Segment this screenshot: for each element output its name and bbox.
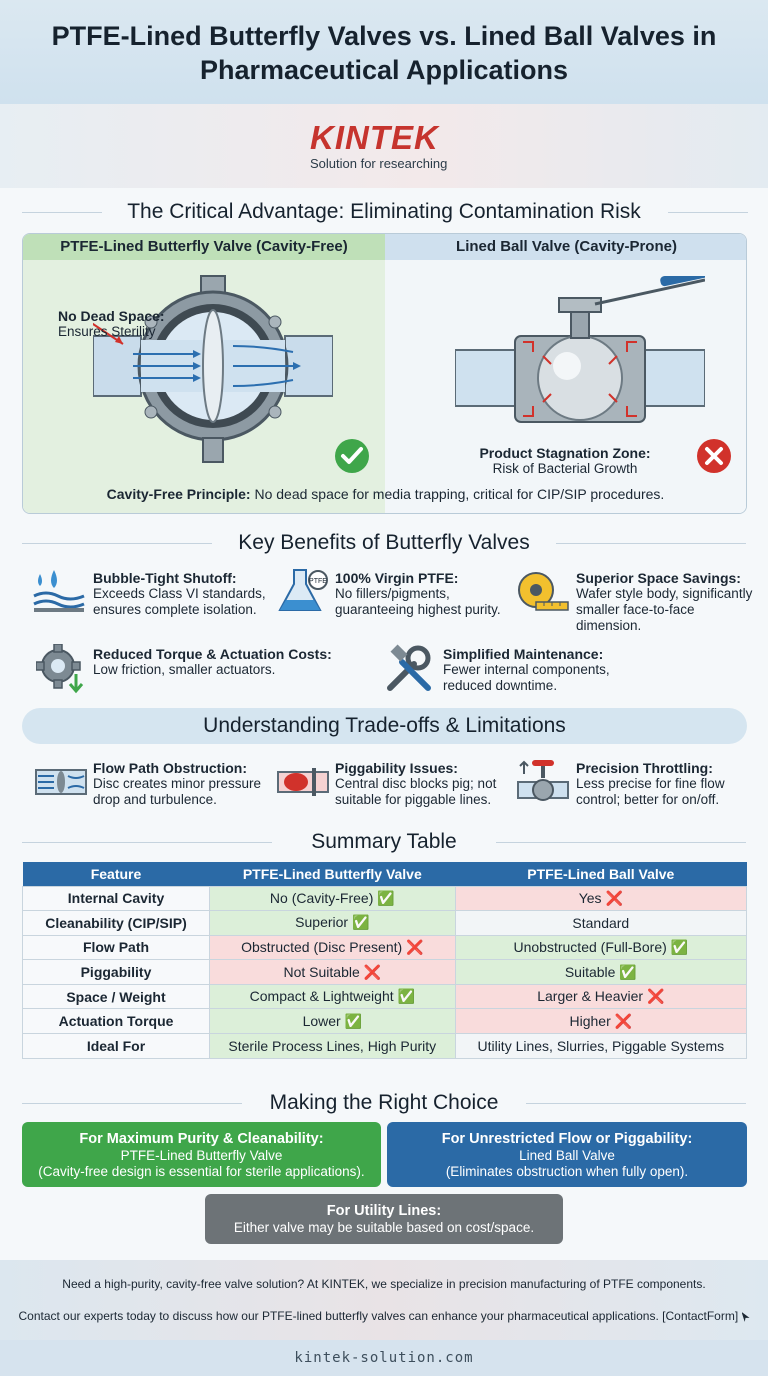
table-row: Cleanability (CIP/SIP) Superior ✅ Standard xyxy=(23,911,747,936)
tools-icon xyxy=(384,644,436,694)
table-row: Piggability Not Suitable ❌ Suitable ✅ xyxy=(23,960,747,985)
cursor-icon xyxy=(742,1312,750,1322)
table-header-ball: PTFE-Lined Ball Valve xyxy=(455,862,746,886)
butterfly-valve-illustration xyxy=(93,274,333,474)
flask-icon xyxy=(276,566,330,616)
checkmark-icon xyxy=(334,438,370,474)
benefit-reduced-torque: Reduced Torque & Actuation Costs: Low friction, smaller actuators. xyxy=(93,646,332,677)
cavity-free-principle: Cavity-Free Principle: No dead space for media trapping, critical for CIP/SIP procedures. xyxy=(106,486,665,502)
butterfly-heading: PTFE-Lined Butterfly Valve (Cavity-Free) xyxy=(23,234,385,260)
benefit-bubble-tight: Bubble-Tight Shutoff: Exceeds Class VI standards, ensures complete isolation. xyxy=(93,570,266,617)
benefit-space-savings: Superior Space Savings: Wafer style body, significantly smaller face-to-face dimension. xyxy=(576,570,753,633)
website-link[interactable]: kintek-solution.com xyxy=(0,1340,768,1376)
ball-heading: Lined Ball Valve (Cavity-Prone) xyxy=(385,234,747,260)
tradeoff-piggability: Piggability Issues: Central disc blocks pig; not suitable for piggable lines. xyxy=(335,760,497,807)
footer-line-1: Need a high-purity, cavity-free valve solution? At KINTEK, we specialize in precision manufacturing of PTFE components. xyxy=(62,1277,706,1291)
critical-section-title: The Critical Advantage: Eliminating Contamination Risk xyxy=(0,200,768,224)
page-header xyxy=(0,0,768,104)
table-row: Actuation Torque Lower ✅ Higher ❌ xyxy=(23,1009,747,1034)
table-row: Internal Cavity No (Cavity-Free) ✅ Yes ❌ xyxy=(23,886,747,911)
table-row: Space / Weight Compact & Lightweight ✅ Larger & Heavier ❌ xyxy=(23,984,747,1009)
benefit-maintenance: Simplified Maintenance: Fewer internal components, reduced downtime. xyxy=(443,646,610,693)
footer xyxy=(0,1260,768,1340)
table-row: Flow Path Obstructed (Disc Present) ❌ Unobstructed (Full-Bore) ✅ xyxy=(23,935,747,960)
table-row: Ideal For Sterile Process Lines, High Purity Utility Lines, Slurries, Piggable Systems xyxy=(23,1034,747,1059)
table-header-butterfly: PTFE-Lined Butterfly Valve xyxy=(210,862,456,886)
brand-logo xyxy=(310,120,470,180)
valve-comparison-panel xyxy=(22,233,747,514)
pig-block-icon xyxy=(276,764,330,800)
tape-measure-icon xyxy=(516,570,570,616)
cross-icon xyxy=(696,438,732,474)
summary-section-title: Summary Table xyxy=(0,830,768,854)
no-dead-space-callout: No Dead Space: Ensures Sterility xyxy=(58,308,165,339)
throttle-valve-icon xyxy=(516,758,570,806)
tradeoff-flow-obstruction: Flow Path Obstruction: Disc creates minor pressure drop and turbulence. xyxy=(93,760,262,807)
water-drop-icon xyxy=(32,568,86,614)
ball-valve-illustration xyxy=(455,276,705,426)
footer-line-2: Contact our experts today to discuss how our PTFE-lined butterfly valves can enhance your pharmaceutical applications. [ContactForm] xyxy=(0,1309,768,1323)
flow-obstruction-icon xyxy=(34,764,88,800)
brand-tagline: Solution for researching xyxy=(310,156,448,171)
ball-panel xyxy=(385,234,747,514)
utility-choice-card: For Utility Lines: Either valve may be suitable based on cost/space. xyxy=(205,1194,563,1244)
gear-wrench-icon xyxy=(36,644,86,694)
choice-section-title: Making the Right Choice xyxy=(0,1091,768,1115)
table-header-feature: Feature xyxy=(23,862,210,886)
summary-table xyxy=(22,862,747,1059)
benefits-section-title: Key Benefits of Butterfly Valves xyxy=(0,531,768,555)
svg-text:PTFE: PTFE xyxy=(309,578,327,585)
tradeoff-throttling: Precision Throttling: Less precise for fine flow control; better for on/off. xyxy=(576,760,725,807)
purity-choice-card: For Maximum Purity & Cleanability: PTFE-Lined Butterfly Valve (Cavity-free design is essential for sterile applications). xyxy=(22,1122,381,1187)
stagnation-zone-callout: Product Stagnation Zone: Risk of Bacterial Growth xyxy=(479,445,651,476)
tradeoffs-section-title: Understanding Trade-offs & Limitations xyxy=(22,708,747,744)
flow-choice-card: For Unrestricted Flow or Piggability: Lined Ball Valve (Eliminates obstruction when fully open). xyxy=(387,1122,747,1187)
brand-name: KINTEK xyxy=(310,119,439,156)
benefit-virgin-ptfe: 100% Virgin PTFE: No fillers/pigments, guaranteeing highest purity. xyxy=(335,570,501,617)
butterfly-panel xyxy=(23,234,385,514)
page-title: PTFE-Lined Butterfly Valves vs. Lined Ball Valves in Pharmaceutical Applications xyxy=(51,21,717,85)
